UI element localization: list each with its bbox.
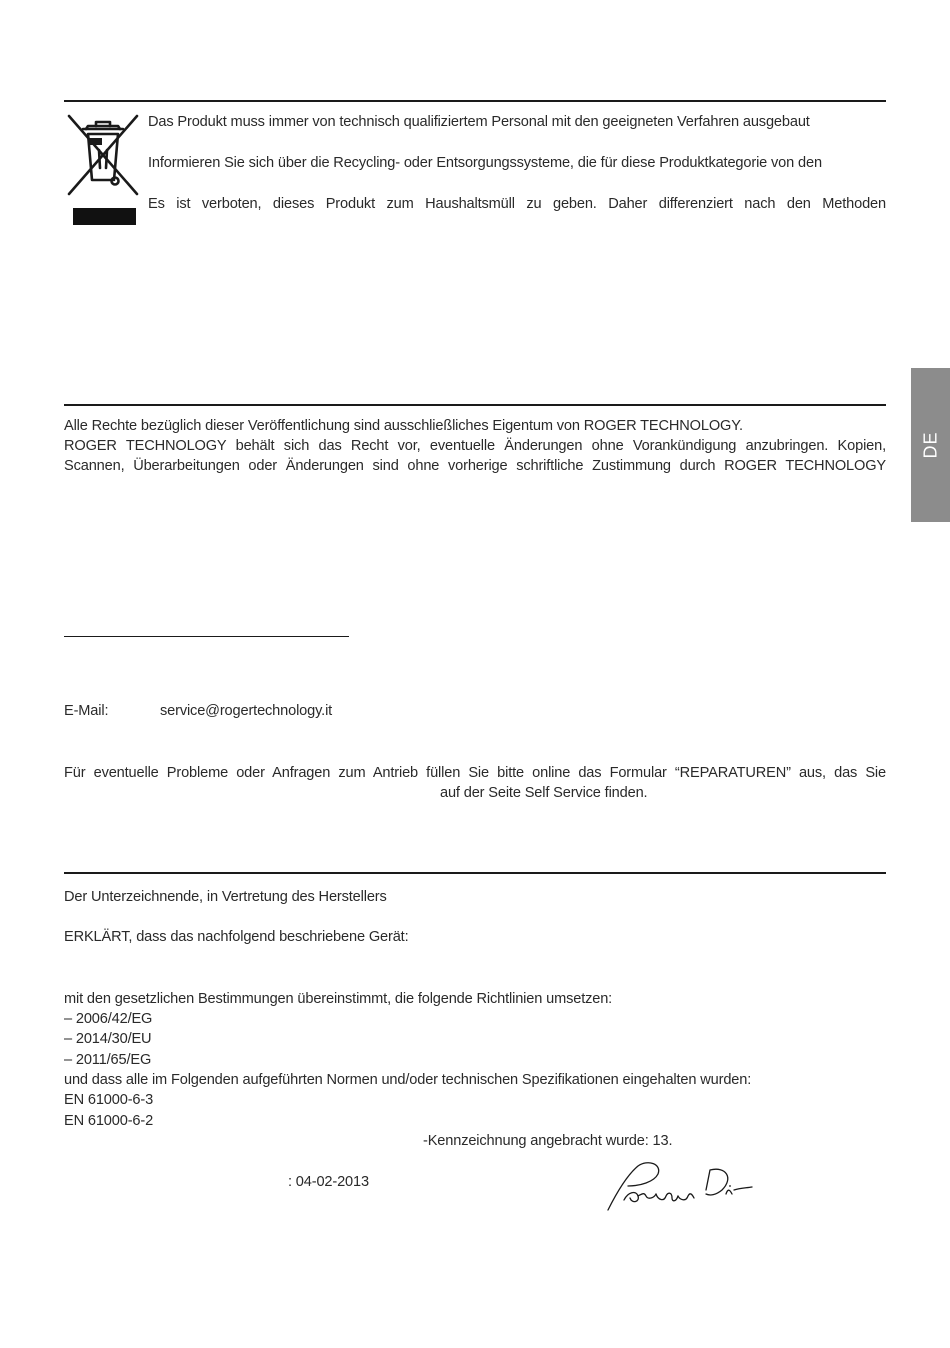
ce-marking-line: -Kennzeichnung angebracht wurde: 13.	[423, 1133, 673, 1149]
norm-1: EN 61000-6-3	[64, 1092, 154, 1108]
directive-2: – 2014/30/EU	[64, 1031, 152, 1047]
disposal-line-3: Es ist verboten, dieses Produkt zum Haushaltsmüll zu geben. Daher differenziert nach den Methoden	[148, 196, 886, 212]
declaration-line-3: mit den gesetzlichen Bestimmungen übereinstimmt, die folgende Richtlinien umsetzen:	[64, 991, 613, 1007]
declaration-date: : 04-02-2013	[288, 1174, 369, 1190]
copyright-line-1: Alle Rechte bezüglich dieser Veröffentlichung sind ausschließliches Eigentum von ROGER TECHNOLOGY.	[64, 418, 743, 434]
declaration-line-2: ERKLÄRT, dass das nachfolgend beschriebene Gerät:	[64, 929, 409, 945]
copyright-line-3: Scannen, Überarbeitungen oder Änderungen sind ohne vorherige schriftliche Zustimmung durch ROGER TECHNOLOGY	[64, 458, 886, 474]
section-rule-service	[64, 636, 349, 637]
language-tab-label: DE	[920, 431, 940, 459]
weee-crossed-bin-icon	[64, 110, 142, 230]
email-link[interactable]: service@rogertechnology.it	[160, 703, 333, 719]
declaration-line-4: und dass alle im Folgenden aufgeführten Normen und/oder technischen Spezifikationen eingehalten wurden:	[64, 1072, 752, 1088]
disposal-line-2: Informieren Sie sich über die Recycling- oder Entsorgungssysteme, die für diese Produktkategorie von den	[148, 155, 822, 171]
repair-request-line-1: Für eventuelle Probleme oder Anfragen zum Antrieb füllen Sie bitte online das Formular “REPARATUREN” aus, das Sie	[64, 765, 886, 781]
directive-3: – 2011/65/EG	[64, 1052, 152, 1068]
handwritten-signature	[602, 1160, 754, 1216]
declaration-line-1: Der Unterzeichnende, in Vertretung des Herstellers	[64, 889, 387, 905]
norm-2: EN 61000-6-2	[64, 1113, 154, 1129]
disposal-line-1: Das Produkt muss immer von technisch qualifiziertem Personal mit den geeigneten Verfahren ausgebaut	[148, 114, 810, 130]
section-rule-declaration	[64, 872, 886, 874]
email-label: E-Mail:	[64, 703, 109, 719]
copyright-line-2: ROGER TECHNOLOGY behält sich das Recht vor, eventuelle Änderungen ohne Vorankündigung anzubringen. Kopien,	[64, 438, 886, 454]
language-tab-de[interactable]	[911, 368, 950, 522]
section-rule-disposal	[64, 100, 886, 102]
section-rule-copyright	[64, 404, 886, 406]
directive-1: – 2006/42/EG	[64, 1011, 153, 1027]
repair-request-line-2: auf der Seite Self Service finden.	[440, 785, 648, 801]
